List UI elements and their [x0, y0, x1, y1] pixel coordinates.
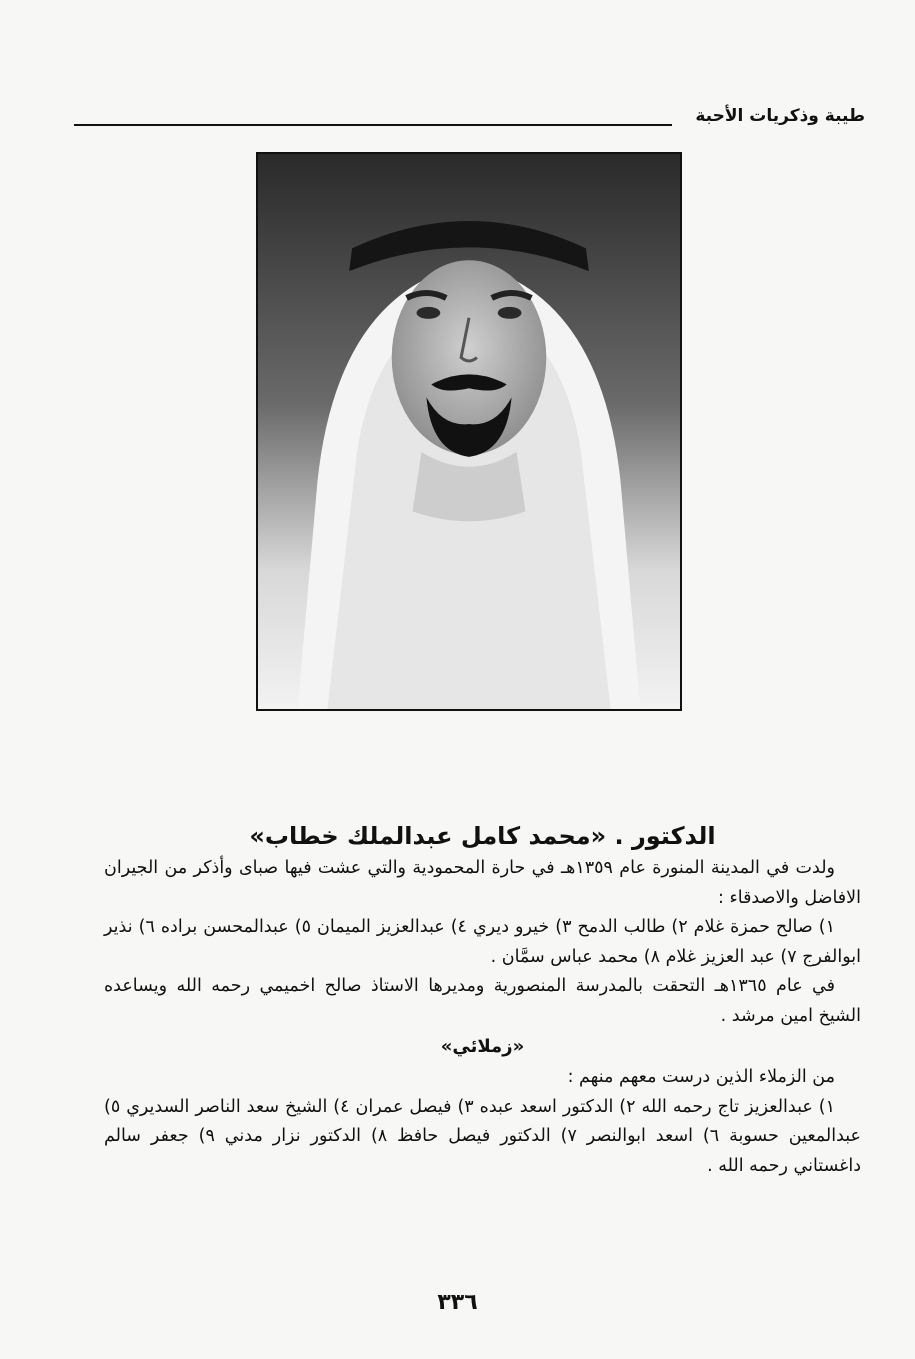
page-number: ٣٣٦: [437, 1290, 478, 1315]
article-paragraph: في عام ١٣٦٥هـ التحقت بالمدرسة المنصورية ومديرها الاستاذ صالح اخميمي رحمه الله ويساعده الشيخ امين مرشد .: [104, 976, 861, 1026]
article-paragraph: ولدت في المدينة المنورة عام ١٣٥٩هـ في حارة المحمودية والتي عشت فيها صباى وأذكر من الجيران الافاضل والاصدقاء :: [104, 858, 861, 908]
article-paragraph: من الزملاء الذين درست معهم منهم :: [567, 1067, 835, 1087]
portrait-photo: [256, 152, 682, 711]
article-title: الدكتور . «محمد كامل عبدالملك خطاب»: [249, 822, 716, 850]
section-subtitle: «زملائي»: [440, 1036, 525, 1057]
header-rule: [74, 124, 672, 126]
portrait-icon: [258, 154, 680, 709]
article-body: [104, 818, 861, 1181]
running-header: طيبة وذكريات الأحبة: [695, 106, 865, 126]
colleagues-list: ١) عبدالعزيز تاج رحمه الله ٢) الدكتور اسعد عبده ٣) فيصل عمران ٤) الشيخ سعد الناصر السديري ٥) عبدالمعين حسوبة ٦) اسعد ابوالنصر ٧) الدكتور فيصل حافظ ٨) الدكتور نزار مدني ٩) جعفر سالم داغستاني رحمه الله .: [104, 1096, 862, 1176]
neighbors-list: ١) صالح حمزة غلام ٢) طالب الدمح ٣) خيرو ديري ٤) عبدالعزيز الميمان ٥) عبدالمحسن براده ٦) نذير ابوالفرج ٧) عبد العزيز غلام ٨) محمد عباس سمَّان .: [104, 917, 861, 967]
